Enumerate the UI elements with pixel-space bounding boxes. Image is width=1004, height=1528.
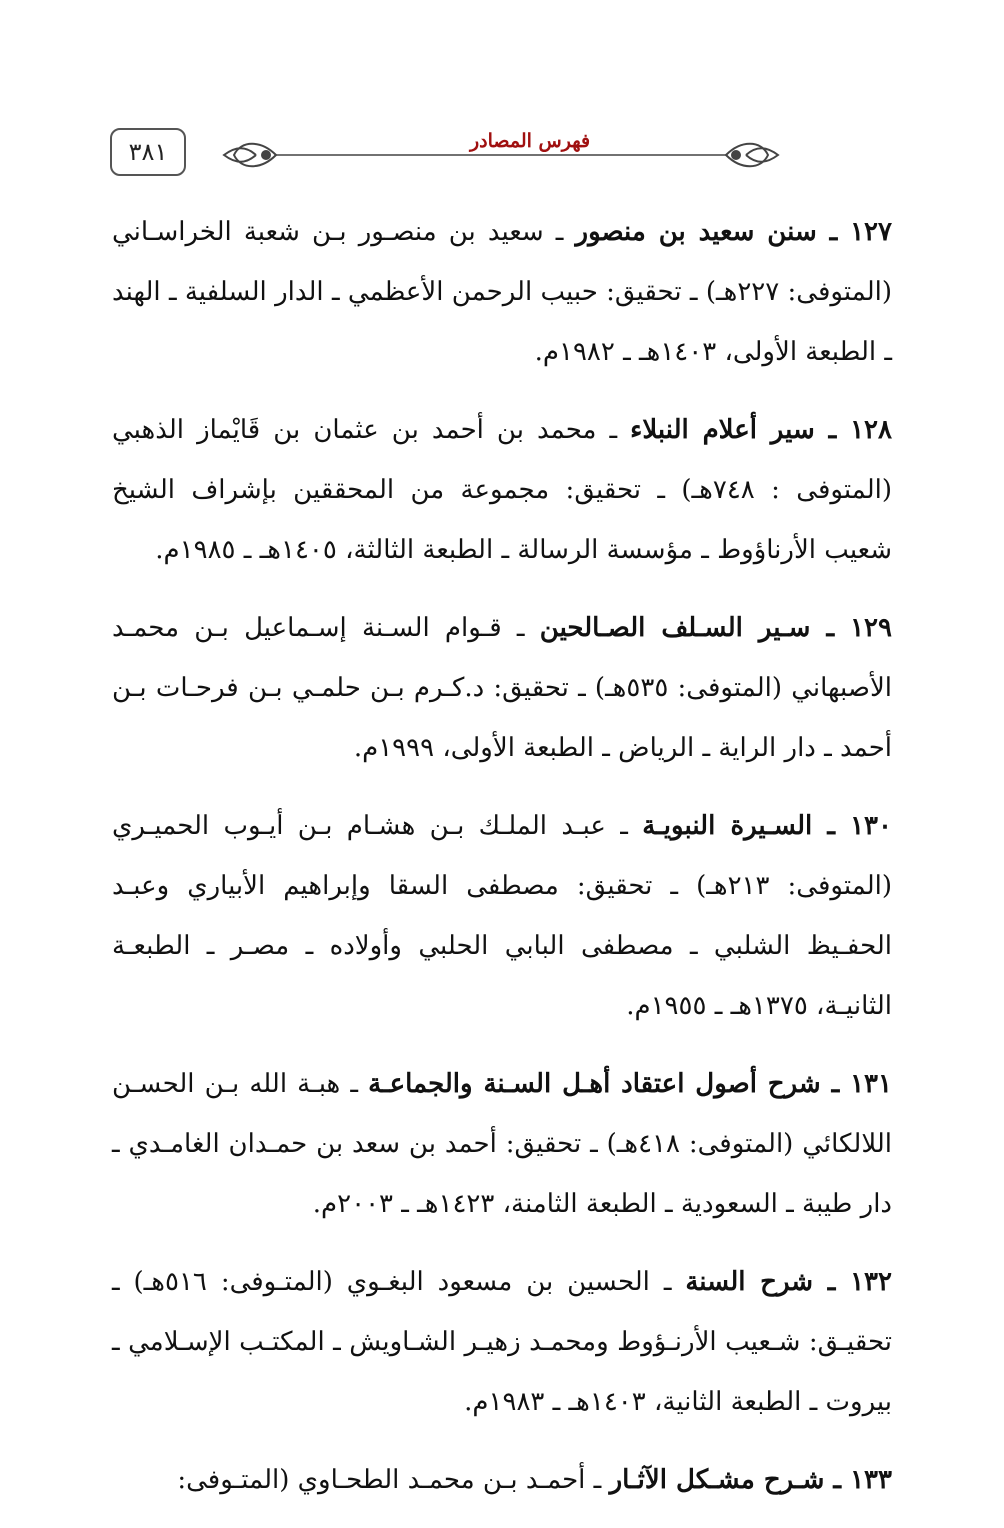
- entry-title: ١٢٧ ـ سنن سعيد بن منصور: [575, 217, 892, 247]
- bibliography-entry-131: [112, 1054, 892, 1234]
- entry-title: ١٢٨ ـ سير أعلام النبلاء: [630, 415, 892, 445]
- bibliography-list: [112, 202, 892, 1528]
- entry-text: ـ هبـة الله بـن الحسـن اللالكائي (المتوفى: ٤١٨هـ) ـ تحقيق: أحمد بن سعد بن حمـدان الغامـدي ـ دار طيبة ـ السعودية ـ الطبعة الثامنة، ١٤٢٣هـ ـ ٢٠٠٣م.: [112, 1069, 892, 1219]
- bibliography-entry-129: [112, 598, 892, 778]
- entry-title: ١٣٢ ـ شرح السنة: [685, 1267, 892, 1297]
- bibliography-entry-133: [112, 1450, 892, 1510]
- bibliography-entry-130: [112, 796, 892, 1036]
- entry-text: ـ أحمـد بـن محمـد الطحـاوي (المتـوفى:: [177, 1465, 610, 1495]
- entry-title: ١٣٠ ـ السـيرة النبويـة: [642, 811, 892, 841]
- bibliography-entry-127: [112, 202, 892, 382]
- entry-title: ١٣١ ـ شرح أصول اعتقاد أهـل السـنة والجماعـة: [368, 1069, 892, 1099]
- bibliography-entry-132: [112, 1252, 892, 1432]
- entry-text: ـ قـوام السـنة إسـماعيل بـن محمـد الأصبهاني (المتوفى: ٥٣٥هـ) ـ تحقيق: د.كـرم بـن حلمـي بـن فرحـات بـن أحمد ـ دار الراية ـ الرياض ـ الطبعة الأولى، ١٩٩٩م.: [112, 613, 892, 763]
- entry-text: ـ الحسين بن مسعود البغـوي (المتـوفى: ٥١٦هـ) ـ تحقيـق: شـعيب الأرنـؤوط ومحمـد زهيـر الشـاويش ـ المكتـب الإسـلامي ـ بيروت ـ الطبعة الثانية، ١٤٠٣هـ ـ ١٩٨٣م.: [112, 1267, 892, 1417]
- entry-text: ـ سعيد بن منصـور بـن شعبة الخراسـاني (المتوفى: ٢٢٧هـ) ـ تحقيق: حبيب الرحمن الأعظمي ـ الدار السلفية ـ الهند ـ الطبعة الأولى، ١٤٠٣هـ ـ ١٩٨٢م.: [112, 217, 892, 367]
- entry-text: ـ محمد بن أحمد بن عثمان بن قَايْماز الذهبي (المتوفى : ٧٤٨هـ) ـ تحقيق: مجموعة من المحققين بإشراف الشيخ شعيب الأرناؤوط ـ مؤسسة الرسالة ـ الطبعة الثالثة، ١٤٠٥هـ ـ ١٩٨٥م.: [112, 415, 892, 565]
- header-title: فهرس المصادر: [469, 130, 591, 152]
- entry-text: ـ عبـد الملـك بـن هشـام بـن أيـوب الحميـري (المتوفى: ٢١٣هـ) ـ تحقيق: مصطفى السقا وإبراهيم الأبياري وعبـد الحفـيظ الشلبي ـ مصطفى البابي الحلبي وأولاده ـ مصـر ـ الطبعـة الثانيـة، ١٣٧٥هـ ـ ١٩٥٥م.: [112, 811, 892, 1021]
- entry-title: ١٣٣ ـ شـرح مشـكل الآثـار: [609, 1465, 892, 1495]
- page-number: ٣٨١: [110, 128, 186, 176]
- bibliography-entry-128: [112, 400, 892, 580]
- entry-title: ١٢٩ ـ سـير السـلف الصـالحين: [539, 613, 892, 643]
- page-header: [110, 118, 894, 190]
